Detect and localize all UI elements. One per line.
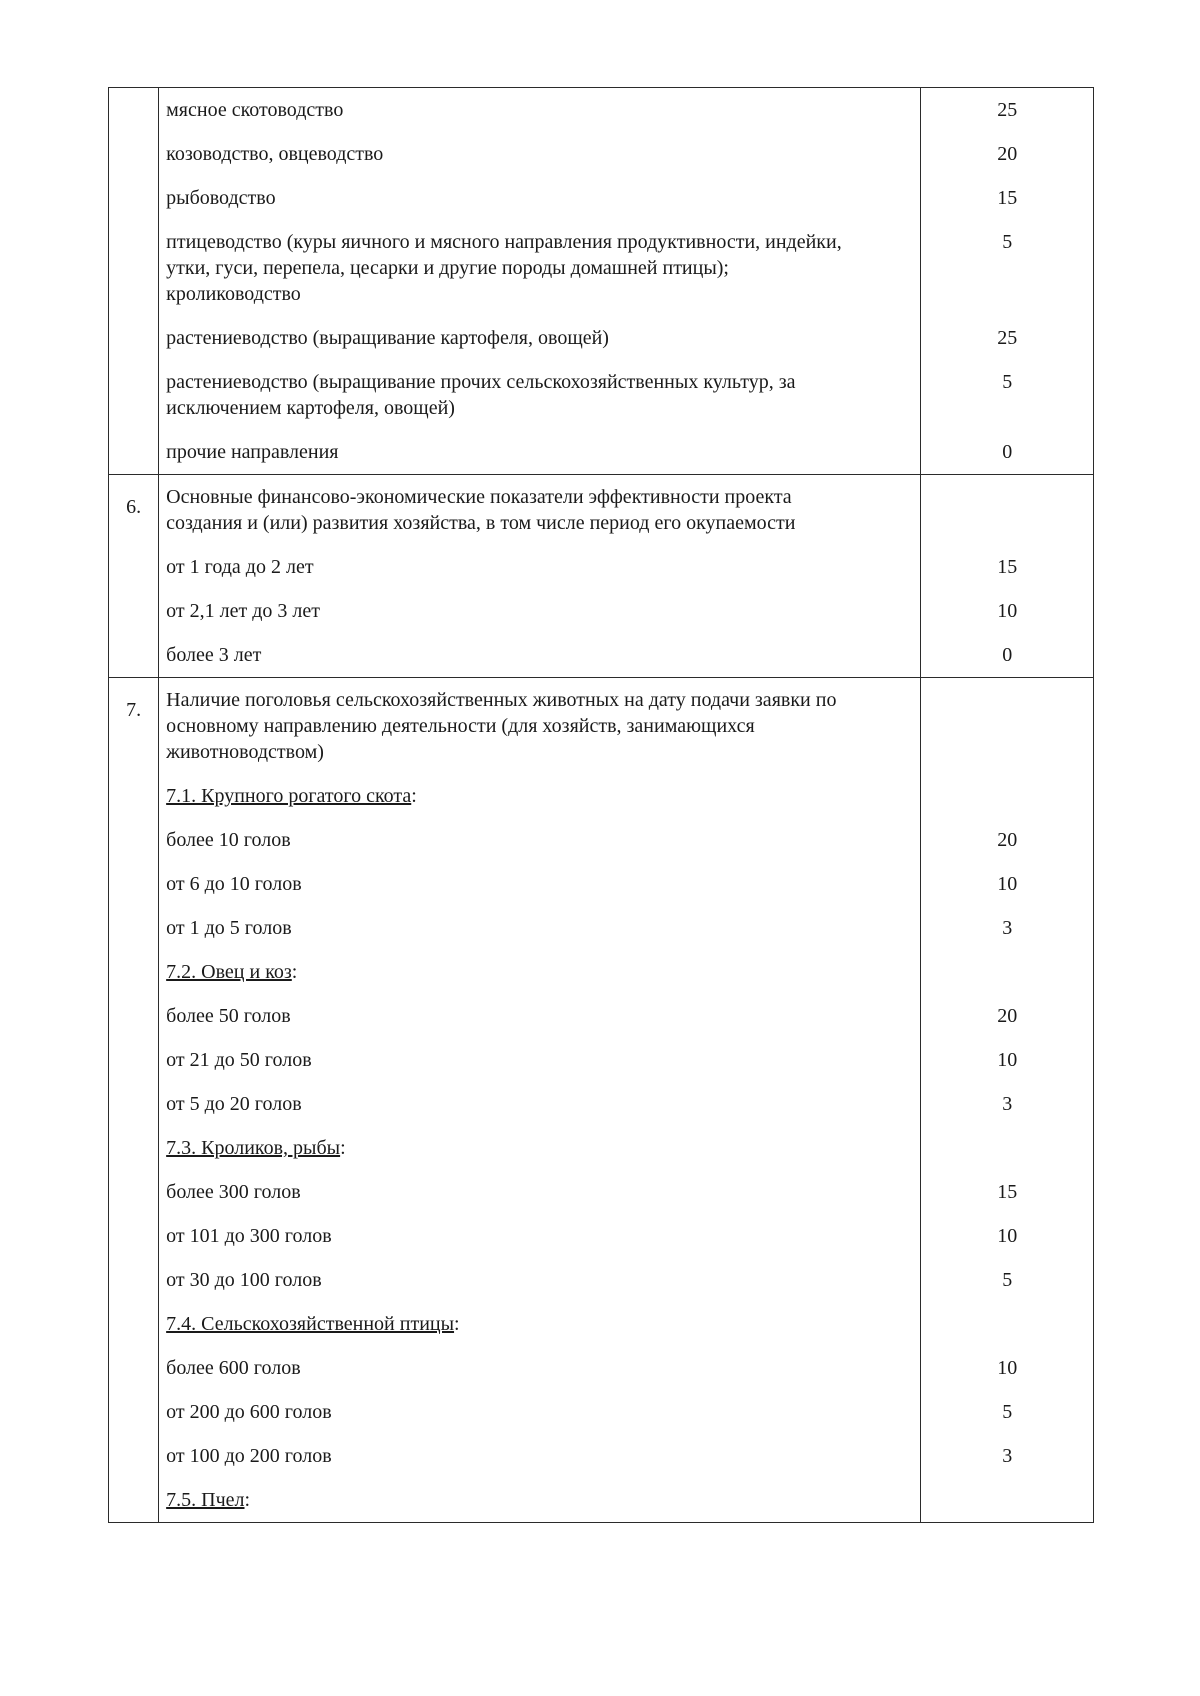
points-value: 0 — [1002, 644, 1013, 666]
option-row — [159, 589, 920, 633]
option-row — [159, 1434, 920, 1478]
criterion-cell — [159, 475, 921, 678]
criteria-table — [108, 87, 1094, 1523]
option-text: растениеводство (выращивание прочих сельскохозяйственных культур, за исключением картофеля, овощей) — [166, 371, 796, 419]
option-row — [159, 176, 920, 220]
option-row — [159, 633, 920, 677]
points-value — [921, 783, 1093, 809]
points-value: 5 — [1002, 231, 1013, 253]
row-number: 7. — [126, 699, 142, 721]
points-value: 0 — [1002, 441, 1013, 463]
criterion-title-row — [159, 475, 920, 545]
points-value: 5 — [1002, 1269, 1013, 1291]
points-value: 20 — [997, 829, 1018, 851]
option-text: от 30 до 100 голов — [166, 1269, 322, 1291]
row-number: 6. — [126, 496, 142, 518]
points-row — [921, 1302, 1093, 1346]
points-row — [921, 678, 1093, 774]
points-value — [921, 1135, 1093, 1161]
option-row — [159, 818, 920, 862]
points-row — [921, 633, 1093, 677]
points-row — [921, 316, 1093, 360]
points-value: 20 — [997, 1005, 1018, 1027]
subsection-heading-text: 7.3. Кроликов, рыбы — [166, 1137, 341, 1159]
criterion-cell — [159, 88, 921, 475]
points-row — [921, 1126, 1093, 1170]
points-cell — [921, 475, 1094, 678]
option-row — [159, 1082, 920, 1126]
option-row — [159, 316, 920, 360]
subsection-heading-text: 7.5. Пчел — [166, 1489, 245, 1511]
points-row — [921, 220, 1093, 316]
points-value: 10 — [997, 1225, 1018, 1247]
option-row — [159, 360, 920, 430]
points-row — [921, 360, 1093, 430]
option-text: более 600 голов — [166, 1357, 301, 1379]
points-value: 25 — [997, 99, 1018, 121]
points-value: 25 — [997, 327, 1018, 349]
points-cell — [921, 88, 1094, 475]
subsection-heading-row — [159, 950, 920, 994]
subsection-heading: 7.1. Крупного рогатого скота: — [166, 785, 417, 807]
table-row — [109, 475, 1094, 678]
points-value — [921, 484, 1093, 510]
points-cell — [921, 678, 1094, 1523]
points-row — [921, 1258, 1093, 1302]
row-number-cell — [109, 475, 159, 678]
option-text: от 100 до 200 голов — [166, 1445, 332, 1467]
table-row — [109, 678, 1094, 1523]
points-row — [921, 545, 1093, 589]
points-row — [921, 1346, 1093, 1390]
option-text: от 2,1 лет до 3 лет — [166, 600, 320, 622]
option-text: птицеводство (куры яичного и мясного направления продуктивности, индейки, утки, гуси, перепела, цесарки и другие породы домашней птицы); кролиководство — [166, 231, 842, 305]
points-value: 15 — [997, 556, 1018, 578]
option-row — [159, 545, 920, 589]
row-number-cell — [109, 678, 159, 1523]
option-row — [159, 862, 920, 906]
option-row — [159, 1170, 920, 1214]
points-row — [921, 774, 1093, 818]
points-value — [921, 687, 1093, 713]
points-row — [921, 88, 1093, 132]
points-row — [921, 994, 1093, 1038]
points-row — [921, 818, 1093, 862]
points-value: 5 — [1002, 1401, 1013, 1423]
option-text: растениеводство (выращивание картофеля, овощей) — [166, 327, 609, 349]
option-text: более 10 голов — [166, 829, 291, 851]
row-number-cell — [109, 88, 159, 475]
points-row — [921, 862, 1093, 906]
criterion-title: Основные финансово-экономические показатели эффективности проекта создания и (или) развития хозяйства, в том числе период его окупаемости — [166, 486, 796, 534]
points-row — [921, 1214, 1093, 1258]
subsection-heading: 7.5. Пчел: — [166, 1489, 251, 1511]
criterion-title-row — [159, 678, 920, 774]
option-row — [159, 1390, 920, 1434]
subsection-heading-row — [159, 1302, 920, 1346]
row-number — [109, 88, 158, 107]
points-value: 15 — [997, 187, 1018, 209]
subsection-heading-text: 7.4. Сельскохозяйственной птицы — [166, 1313, 455, 1335]
option-text: прочие направления — [166, 441, 339, 463]
points-value — [921, 1487, 1093, 1513]
table-row — [109, 88, 1094, 475]
option-text: мясное скотоводство — [166, 99, 344, 121]
option-row — [159, 906, 920, 950]
option-text: от 1 года до 2 лет — [166, 556, 314, 578]
points-row — [921, 176, 1093, 220]
option-row — [159, 1258, 920, 1302]
option-text: более 3 лет — [166, 644, 262, 666]
option-text: от 6 до 10 голов — [166, 873, 302, 895]
criterion-cell — [159, 678, 921, 1523]
option-row — [159, 430, 920, 474]
points-row — [921, 1082, 1093, 1126]
points-value: 3 — [1002, 1093, 1013, 1115]
points-row — [921, 475, 1093, 545]
points-value: 10 — [997, 1049, 1018, 1071]
option-row — [159, 1214, 920, 1258]
subsection-heading-row — [159, 1126, 920, 1170]
criteria-table-body — [109, 88, 1094, 1523]
option-row — [159, 132, 920, 176]
points-row — [921, 1434, 1093, 1478]
option-text: от 101 до 300 голов — [166, 1225, 332, 1247]
points-value: 3 — [1002, 917, 1013, 939]
option-text: от 5 до 20 голов — [166, 1093, 302, 1115]
points-row — [921, 1390, 1093, 1434]
option-row — [159, 220, 920, 316]
subsection-heading-text: 7.2. Овец и коз — [166, 961, 292, 983]
points-value: 10 — [997, 1357, 1018, 1379]
points-row — [921, 1170, 1093, 1214]
points-row — [921, 589, 1093, 633]
points-value: 15 — [997, 1181, 1018, 1203]
option-text: от 200 до 600 голов — [166, 1401, 332, 1423]
option-text: рыбоводство — [166, 187, 276, 209]
points-row — [921, 430, 1093, 474]
points-row — [921, 950, 1093, 994]
subsection-heading: 7.2. Овец и коз: — [166, 961, 298, 983]
points-value: 10 — [997, 600, 1018, 622]
points-value: 3 — [1002, 1445, 1013, 1467]
points-value — [921, 959, 1093, 985]
option-text: более 50 голов — [166, 1005, 291, 1027]
subsection-heading-row — [159, 774, 920, 818]
option-text: от 21 до 50 голов — [166, 1049, 312, 1071]
option-row — [159, 1038, 920, 1082]
subsection-heading: 7.3. Кроликов, рыбы: — [166, 1137, 346, 1159]
option-row — [159, 1346, 920, 1390]
option-row — [159, 994, 920, 1038]
points-row — [921, 132, 1093, 176]
points-value: 20 — [997, 143, 1018, 165]
points-value: 5 — [1002, 371, 1013, 393]
subsection-heading: 7.4. Сельскохозяйственной птицы: — [166, 1313, 460, 1335]
criterion-title: Наличие поголовья сельскохозяйственных животных на дату подачи заявки по основному направлению деятельности (для хозяйств, занимающихся животноводством) — [166, 689, 837, 763]
subsection-heading-row — [159, 1478, 920, 1522]
points-row — [921, 1038, 1093, 1082]
points-value: 10 — [997, 873, 1018, 895]
option-row — [159, 88, 920, 132]
option-text: от 1 до 5 голов — [166, 917, 292, 939]
points-row — [921, 1478, 1093, 1522]
option-text: более 300 голов — [166, 1181, 301, 1203]
option-text: козоводство, овцеводство — [166, 143, 384, 165]
subsection-heading-text: 7.1. Крупного рогатого скота — [166, 785, 412, 807]
points-value — [921, 1311, 1093, 1337]
points-row — [921, 906, 1093, 950]
